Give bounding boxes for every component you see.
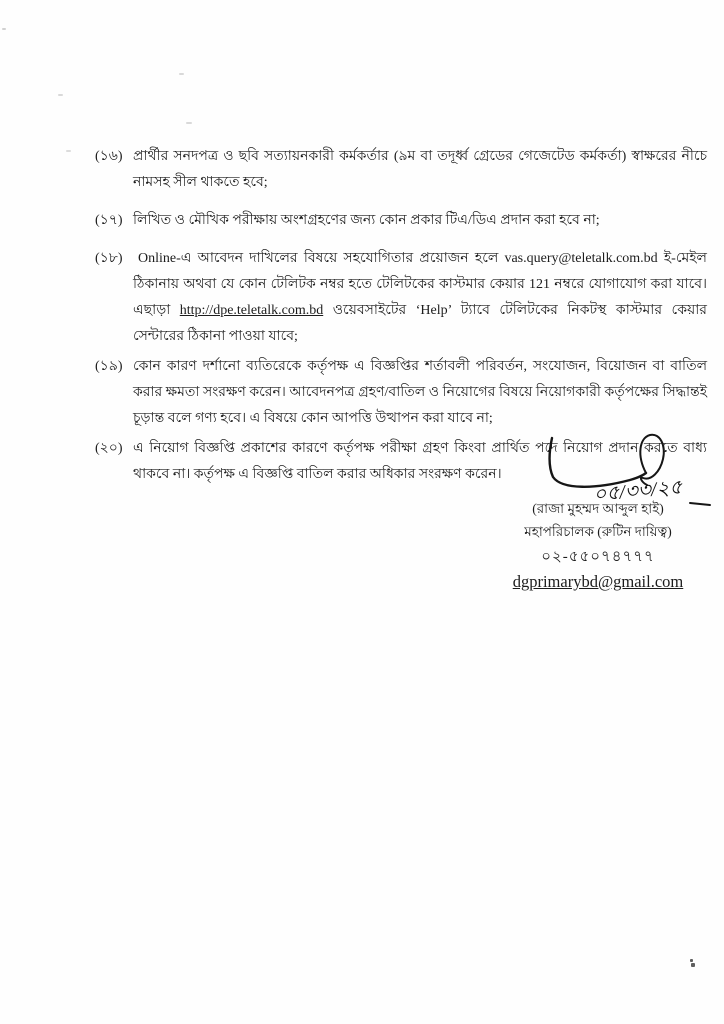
condition-text-segment: Online-এ আবেদন দাখিলের বিষয়ে সহযোগিতার প্রয়োজন হলে	[138, 251, 505, 266]
scan-speck	[186, 122, 192, 124]
condition-number: (১৯)	[95, 359, 123, 374]
signature-image	[538, 432, 716, 508]
condition-text-segment: ই-মেইল ঠিকানায় অথবা যে কোন টেলিটক নম্বর হতে টেলিটকের কাস্টমার কেয়ার 121 নম্বরে যোগাযোগ করা যাবে। এছাড়া	[133, 251, 707, 318]
support-email-link[interactable]: vas.query@teletalk.com.bd	[504, 251, 658, 266]
condition-text	[133, 246, 707, 350]
condition-text: কোন কারণ দর্শানো ব্যতিরেকে কর্তৃপক্ষ এ বিজ্ঞপ্তির শর্তাবলী পরিবর্তন, সংযোজন, বিয়োজন বা বাতিল করার ক্ষমতা সংরক্ষণ করেন। আবেদনপত্র গ্রহণ/বাতিল ও নিয়োগের বিষয়ে নিয়োগকারী কর্তৃপক্ষের সিদ্ধান্তই চূড়ান্ত বলে গণ্য হবে। এ বিষয়ে কোন আপত্তি উত্থাপন করা যাবে না;	[133, 359, 707, 426]
signatory-block	[492, 500, 704, 592]
condition-number: (১৬)	[95, 149, 123, 164]
condition-item-16	[95, 144, 707, 196]
scan-speck	[58, 94, 63, 96]
condition-text: লিখিত ও মৌখিক পরীক্ষায় অংশগ্রহণের জন্য কোন প্রকার টিএ/ডিএ প্রদান করা হবে না;	[133, 213, 600, 228]
condition-text: প্রার্থীর সনদপত্র ও ছবি সত্যায়নকারী কর্মকর্তার (৯ম বা তদূর্ধ্ব গ্রেডের গেজেটেড কর্মকর্তা) স্বাক্ষরের নীচে নামসহ সীল থাকতে হবে;	[133, 149, 707, 190]
condition-item-18	[95, 246, 707, 350]
condition-number: (১৮)	[95, 251, 123, 266]
condition-item-17	[95, 208, 707, 234]
scan-speck	[2, 28, 6, 30]
signatory-email-link[interactable]: dgprimarybd@gmail.com	[512, 572, 684, 591]
condition-text: এ নিয়োগ বিজ্ঞপ্তি প্রকাশের কারণে কর্তৃপক্ষ পরীক্ষা গ্রহণ কিংবা প্রার্থিত পদে নিয়োগ প্রদান করতে বাধ্য থাকবে না। কর্তৃপক্ষ এ বিজ্ঞপ্তি বাতিল করার অধিকার সংরক্ষণ করেন।	[133, 441, 707, 482]
scan-speck	[179, 73, 184, 75]
signatory-phone: ০২-৫৫০৭৪৭৭৭	[541, 549, 655, 565]
condition-number: (১৭)	[95, 213, 123, 228]
signatory-name: (রাজা মুহম্মদ আব্দুল হাই)	[532, 501, 664, 516]
scan-speck	[66, 150, 71, 152]
scan-speck	[691, 963, 695, 967]
signature-date: ০৫/৩৩/২৫	[592, 476, 684, 506]
condition-text-segment: ওয়েবসাইটের ‘Help’ ট্যাবে টেলিটকের নিকটস্থ কাস্টমার কেয়ার সেন্টারের ঠিকানা পাওয়া যাবে;	[133, 303, 707, 344]
condition-item-19	[95, 354, 707, 432]
condition-number: (২০)	[95, 441, 123, 456]
scan-speck	[690, 959, 693, 962]
signatory-title: মহাপরিচালক (রুটিন দায়িত্ব)	[524, 524, 672, 539]
website-url-link[interactable]: http://dpe.teletalk.com.bd	[179, 303, 324, 318]
